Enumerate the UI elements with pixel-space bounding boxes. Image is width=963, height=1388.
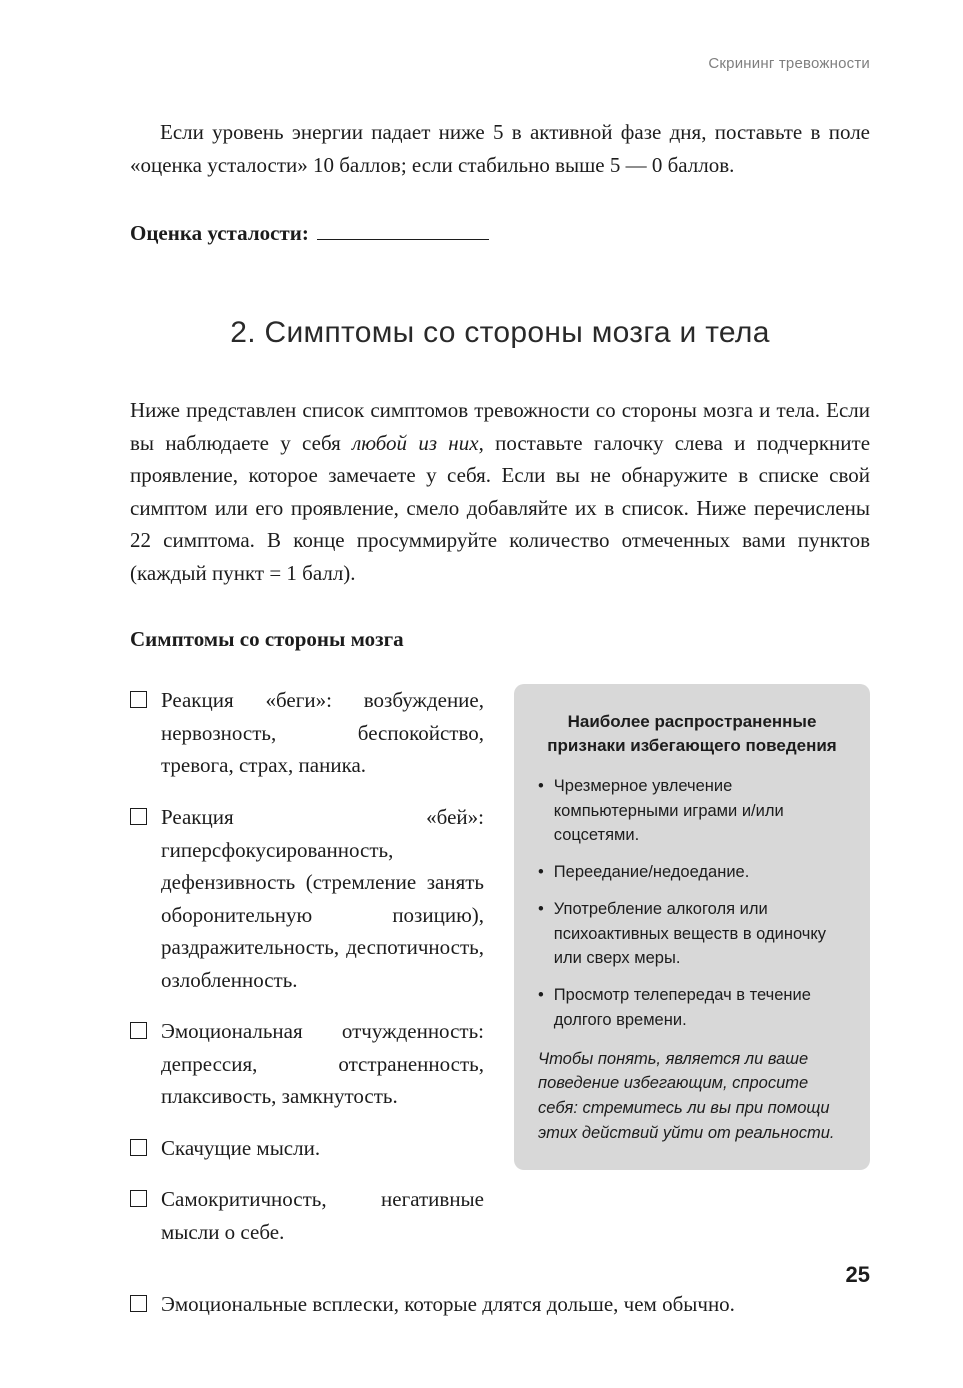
checklist-item-label: Эмоциональные всплески, которые длятся дольше, чем обычно. xyxy=(161,1291,735,1316)
section-intro-paragraph xyxy=(130,394,870,589)
fatigue-score-row xyxy=(130,221,870,246)
info-box-bullet xyxy=(538,860,846,885)
page-number: 25 xyxy=(845,1262,870,1287)
checklist-item-label: Скачущие мысли. xyxy=(161,1135,321,1160)
info-box-bullet-text: • Переедание/недоедание. xyxy=(553,863,750,882)
checklist-item xyxy=(130,1015,484,1113)
info-box-bullet-text: • Просмотр телепередач в течение долгого времени. xyxy=(553,986,811,1029)
subsection-title-brain-symptoms: Симптомы со стороны мозга xyxy=(130,627,404,652)
info-box-bullet xyxy=(538,774,846,848)
running-header: Скрининг тревожности xyxy=(708,55,870,72)
info-box-bullet-text: • Чрезмерное увлечение компьютерными играми и/или соцсетями. xyxy=(553,776,784,845)
section-intro-part1: Ниже представлен список симптомов тревожности со стороны мозга и тела. Если вы наблюдаете у себя xyxy=(130,398,870,455)
symptom-checklist xyxy=(130,684,484,1267)
section-title: 2. Симптомы со стороны мозга и тела xyxy=(230,316,770,350)
info-box-bullet xyxy=(538,983,846,1033)
checklist-item xyxy=(130,1288,870,1321)
two-column-area xyxy=(130,684,870,1267)
fatigue-score-label: Оценка усталости: xyxy=(130,221,309,246)
checklist-item-label: Самокритичность, негативные мысли о себе. xyxy=(161,1187,484,1245)
fatigue-score-blank-line[interactable] xyxy=(317,226,489,240)
info-box-note: Чтобы понять, является ли ваше поведение избегающим, спросите себя: стремитесь ли вы при помощи этих действий уйти от реальности. xyxy=(538,1049,835,1142)
checklist-item-label: Реакция «беги»: возбуждение, нервозность, беспокойство, тревога, страх, паника. xyxy=(161,688,484,778)
intro-paragraph: Если уровень энергии падает ниже 5 в активной фазе дня, поставьте в поле «оценка усталости» 10 баллов; если стабильно выше 5 — 0 баллов. xyxy=(130,120,870,177)
section-intro-part2: , поставьте галочку слева и подчеркните проявление, которое замечаете у себя. Если вы не обнаружите в списке свой симптом или его проявление, смело добавляйте их в список. Ниже перечислены 22 симптома. В конце просуммируйте количество отмеченных вами пунктов (каждый пункт = 1 балл). xyxy=(130,430,871,585)
checklist-item xyxy=(130,684,484,782)
info-box-bullet xyxy=(538,897,846,971)
info-box-title: Наиболее распространенные признаки избегающего поведения xyxy=(547,712,837,756)
checklist-item xyxy=(130,1183,484,1248)
checklist-item xyxy=(130,1132,484,1165)
checklist-item xyxy=(130,801,484,996)
checkbox[interactable] xyxy=(130,1139,147,1156)
checkbox[interactable] xyxy=(130,1190,147,1207)
checkbox[interactable] xyxy=(130,1022,147,1039)
section-intro-italic: любой из них xyxy=(352,430,479,455)
checklist-item-label: Реакция «бей»: гиперсфокусированность, дефензивность (стремление занять оборонительную позицию), раздражительность, деспотичность, озлобленность. xyxy=(161,805,484,992)
checkbox[interactable] xyxy=(130,1295,147,1312)
avoidance-behavior-info-box xyxy=(514,684,870,1169)
info-box-bullet-text: • Употребление алкоголя или психоактивных веществ в одиночку или сверх меры. xyxy=(553,899,827,968)
checkbox[interactable] xyxy=(130,808,147,825)
checkbox[interactable] xyxy=(130,691,147,708)
checklist-item-label: Эмоциональная отчужденность: депрессия, отстраненность, плаксивость, замкнутость. xyxy=(161,1019,484,1109)
